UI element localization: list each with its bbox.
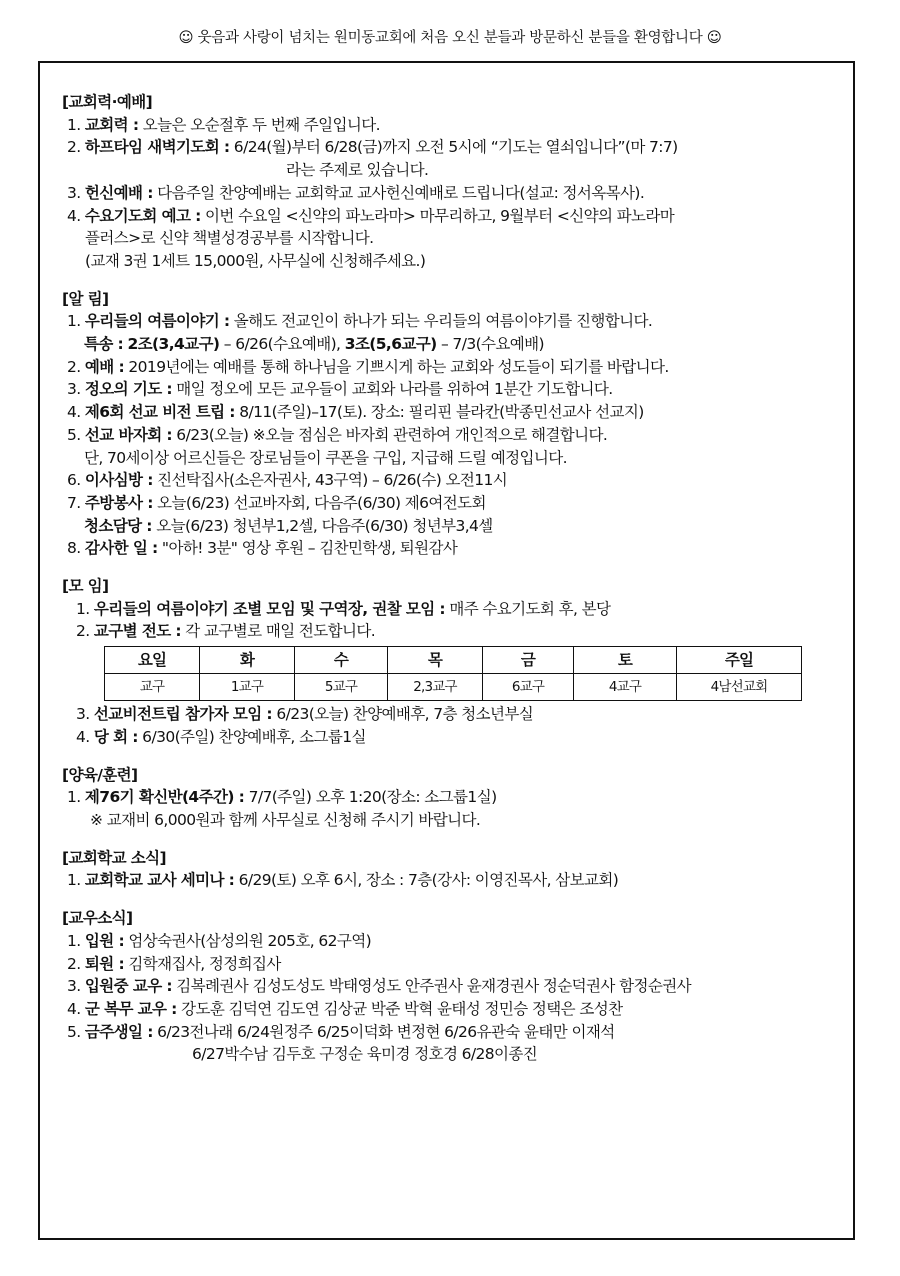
- table-cell: 주일: [677, 647, 802, 674]
- table-cell: 4교구: [574, 674, 677, 701]
- calendar-item-1: 1. 교회력 : 오늘은 오순절후 두 번째 주일입니다.: [67, 115, 380, 134]
- table-cell: 2,3교구: [388, 674, 483, 701]
- item-label: 정오의 기도 :: [84, 380, 172, 399]
- item-label: 하프타임 새벽기도회 :: [84, 138, 230, 157]
- table-cell: 목: [388, 647, 483, 674]
- item-text: 오늘(6/23) 선교바자회, 다음주(6/30) 제6여전도회: [152, 493, 486, 512]
- section-title-members: [교우소식]: [62, 909, 133, 928]
- welcome-header: ☺ 웃음과 사랑이 넘치는 원미동교회에 처음 오신 분들과 방문하신 분들을 환영합니다 ☺: [178, 30, 722, 46]
- item-text: 엄상숙권사(삼성의원 205호, 62구역): [124, 931, 372, 950]
- item-label: 이사심방 :: [84, 471, 153, 490]
- item-label: 예배 :: [84, 357, 125, 376]
- item-label: 당 회 :: [93, 727, 138, 746]
- item-text: 매주 수요기도회 후, 본당: [445, 599, 611, 618]
- news-item-2: 2. 예배 : 2019년에는 예배를 통해 하나님을 기쁘시게 하는 교회와 성도들이 되기를 바랍니다.: [67, 357, 669, 376]
- calendar-item-2-cont: 라는 주제로 있습니다.: [286, 161, 429, 180]
- table-cell: 수: [295, 647, 388, 674]
- item-text: 강도훈 김덕연 김도연 김상균 박준 박혁 윤태성 정민승 정택은 조성찬: [176, 999, 623, 1018]
- item-label: 주방봉사 :: [84, 493, 153, 512]
- item-label: 헌신예배 :: [84, 183, 153, 202]
- group-3: 3조(5,6교구): [344, 335, 437, 354]
- meeting-item-3: 3. 선교비전트립 참가자 모임 : 6/23(오늘) 찬양예배후, 7층 청소년부실: [76, 705, 534, 724]
- table-cell: 교구: [105, 674, 200, 701]
- item-label: 입원중 교우 :: [84, 977, 172, 996]
- bulletin-content: [62, 91, 842, 1066]
- item-text: 6/24(월)부터 6/28(금)까지 오전 5시에 “기도는 열쇠입니다”(마 7:7): [229, 138, 678, 157]
- news-item-3: 3. 정오의 기도 : 매일 정오에 모든 교우들이 교회와 나라를 위하여 1분간 기도합니다.: [67, 380, 613, 399]
- section-title-meeting: [모 임]: [62, 577, 109, 596]
- members-item-3: 3. 입원중 교우 : 김복례권사 김성도성도 박태영성도 안주권사 윤재경권사 정순덕권사 함정순권사: [67, 977, 691, 996]
- members-item-4: 4. 군 복무 교우 : 강도훈 김덕연 김도연 김상균 박준 박혁 윤태성 정민승 정택은 조성찬: [67, 999, 623, 1018]
- table-cell: 금: [483, 647, 574, 674]
- item-text: 김학재집사, 정정희집사: [124, 954, 281, 973]
- item-text: 6/23전나래 6/24원정주 6/25이덕화 변정현 6/26유관숙 윤태만 이재석: [152, 1022, 615, 1041]
- item-label: 수요기도회 예고 :: [84, 206, 201, 225]
- item-label: 선교 바자회 :: [84, 425, 172, 444]
- school-item-1: 1. 교회학교 교사 세미나 : 6/29(토) 오후 6시, 장소 : 7층(강사: 이영진목사, 삼보교회): [67, 871, 619, 890]
- training-item-1-cont: ※ 교재비 6,000원과 함께 사무실로 신청해 주시기 바랍니다.: [90, 810, 481, 829]
- section-title-training: [양육/훈련]: [62, 765, 138, 784]
- item-label: 입원 :: [84, 931, 125, 950]
- table-cell: 5교구: [295, 674, 388, 701]
- item-text: 6/30(주일) 찬양예배후, 소그룹1실: [137, 727, 366, 746]
- item-label: 특송 :: [84, 335, 124, 354]
- news-item-5-cont: 단, 70세이상 어르신들은 장로님들이 쿠폰을 구입, 지급해 드릴 예정입니다.: [84, 448, 567, 467]
- table-cell: 1교구: [200, 674, 295, 701]
- item-label: 퇴원 :: [84, 954, 125, 973]
- members-item-5-cont: 6/27박수남 김두호 구정순 육미경 정호경 6/28이종진: [192, 1045, 538, 1064]
- news-special-song: 특송 : 2조(3,4교구) – 6/26(수요예배), 3조(5,6교구) – 7/3(수요예배): [84, 335, 544, 354]
- item-text: 6/23(오늘) ※오늘 점심은 바자회 관련하여 개인적으로 해결합니다.: [171, 425, 608, 444]
- item-label: 감사한 일 :: [84, 539, 158, 558]
- section-title-calendar: [교회력·예배]: [62, 93, 153, 111]
- table-cell: 화: [200, 647, 295, 674]
- item-label: 교회력 :: [84, 115, 139, 134]
- item-text: 각 교구별로 매일 전도합니다.: [180, 622, 376, 641]
- meeting-item-1: 1. 우리들의 여름이야기 조별 모임 및 구역장, 권찰 모임 : 매주 수요기도회 후, 본당: [76, 599, 611, 618]
- table-cell: 토: [574, 647, 677, 674]
- calendar-item-2: 2. 하프타임 새벽기도회 : 6/24(월)부터 6/28(금)까지 오전 5시에 “기도는 열쇠입니다”(마 7:7): [67, 138, 678, 157]
- bulletin-frame: [38, 61, 855, 1240]
- calendar-item-4: 4. 수요기도회 예고 : 이번 수요일 <신약의 파노라마> 마무리하고, 9월부터 <신약의 파노라마: [67, 206, 675, 225]
- item-label: 제6회 선교 비전 트립 :: [84, 403, 235, 422]
- item-text: 다음주일 찬양예배는 교회학교 교사헌신예배로 드립니다(설교: 정서옥목사).: [152, 183, 645, 202]
- item-text: 이번 수요일 <신약의 파노라마> 마무리하고, 9월부터 <신약의 파노라마: [200, 206, 675, 225]
- table-row: [105, 674, 802, 701]
- calendar-item-4-cont-2: (교재 3권 1세트 15,000원, 사무실에 신청해주세요.): [85, 251, 426, 270]
- item-text: 김복례권사 김성도성도 박태영성도 안주권사 윤재경권사 정순덕권사 함정순권사: [171, 977, 691, 996]
- group-2: 2조(3,4교구): [127, 335, 220, 354]
- news-item-6: 6. 이사심방 : 진선탁집사(소은자권사, 43구역) – 6/26(수) 오전11시: [67, 471, 508, 490]
- item-label: 금주생일 :: [84, 1022, 153, 1041]
- item-label: 선교비전트립 참가자 모임 :: [93, 705, 273, 724]
- item-label: 교회학교 교사 세미나 :: [84, 871, 235, 890]
- news-cleaning: [62, 515, 842, 538]
- training-item-1: 1. 제76기 확신반(4주간) : 7/7(주일) 오후 1:20(장소: 소그룹1실): [67, 788, 497, 807]
- news-item-1: 1. 우리들의 여름이야기 : 올해도 전교인이 하나가 되는 우리들의 여름이야기를 진행합니다.: [67, 312, 653, 331]
- item-text: 진선탁집사(소은자권사, 43구역) – 6/26(수) 오전11시: [152, 471, 508, 490]
- calendar-item-3: 3. 헌신예배 : 다음주일 찬양예배는 교회학교 교사헌신예배로 드립니다(설교: 정서옥목사).: [67, 183, 645, 202]
- item-text: 6/23(오늘) 찬양예배후, 7층 청소년부실: [272, 705, 534, 724]
- item-label: 제76기 확신반(4주간) :: [84, 788, 245, 807]
- item-label: 청소담당 :: [84, 516, 152, 535]
- members-item-2: 2. 퇴원 : 김학재집사, 정정희집사: [67, 954, 281, 973]
- meeting-item-2: 2. 교구별 전도 : 각 교구별로 매일 전도합니다.: [76, 622, 376, 641]
- item-text: 2019년에는 예배를 통해 하나님을 기쁘시게 하는 교회와 성도들이 되기를 바랍니다.: [124, 357, 669, 376]
- item-text: 올해도 전교인이 하나가 되는 우리들의 여름이야기를 진행합니다.: [229, 312, 653, 331]
- item-text: 오늘(6/23) 청년부1,2셀, 다음주(6/30) 청년부3,4셀: [151, 516, 493, 535]
- item-text: 8/11(주일)–17(토). 장소: 필리핀 블라칸(박종민선교사 선교지): [234, 403, 644, 422]
- news-item-4: 4. 제6회 선교 비전 트립 : 8/11(주일)–17(토). 장소: 필리핀 블라칸(박종민선교사 선교지): [67, 403, 644, 422]
- meeting-item-4: 4. 당 회 : 6/30(주일) 찬양예배후, 소그룹1실: [76, 727, 366, 746]
- section-title-news: [알 림]: [62, 289, 109, 308]
- table-cell: 6교구: [483, 674, 574, 701]
- evangelism-schedule-table: [104, 646, 802, 701]
- table-header-row: [105, 647, 802, 674]
- section-title-school: [교회학교 소식]: [62, 848, 167, 867]
- item-text: 오늘은 오순절후 두 번째 주일입니다.: [138, 115, 380, 134]
- news-item-8: 8. 감사한 일 : "아하! 3분" 영상 후원 – 김찬민학생, 퇴원감사: [67, 539, 458, 558]
- item-text: 7/7(주일) 오후 1:20(장소: 소그룹1실): [244, 788, 497, 807]
- item-text: 6/29(토) 오후 6시, 장소 : 7층(강사: 이영진목사, 삼보교회): [234, 871, 619, 890]
- table-cell: 4남선교회: [677, 674, 802, 701]
- members-item-1: 1. 입원 : 엄상숙권사(삼성의원 205호, 62구역): [67, 931, 372, 950]
- item-label: 우리들의 여름이야기 조별 모임 및 구역장, 권찰 모임 :: [93, 599, 446, 618]
- news-item-7: 7. 주방봉사 : 오늘(6/23) 선교바자회, 다음주(6/30) 제6여전도회: [67, 493, 486, 512]
- item-label: 교구별 전도 :: [93, 622, 181, 641]
- members-item-5: 5. 금주생일 : 6/23전나래 6/24원정주 6/25이덕화 변정현 6/26유관숙 윤태만 이재석: [67, 1022, 615, 1041]
- item-label: 우리들의 여름이야기 :: [84, 312, 230, 331]
- table-cell: 요일: [105, 647, 200, 674]
- item-text: 매일 정오에 모든 교우들이 교회와 나라를 위하여 1분간 기도합니다.: [171, 380, 613, 399]
- item-text: "아하! 3분" 영상 후원 – 김찬민학생, 퇴원감사: [157, 539, 458, 558]
- calendar-item-4-cont-1: 플러스>로 신약 책별성경공부를 시작합니다.: [85, 229, 374, 248]
- item-label: 군 복무 교우 :: [84, 999, 177, 1018]
- news-item-5: 5. 선교 바자회 : 6/23(오늘) ※오늘 점심은 바자회 관련하여 개인적으로 해결합니다.: [67, 425, 608, 444]
